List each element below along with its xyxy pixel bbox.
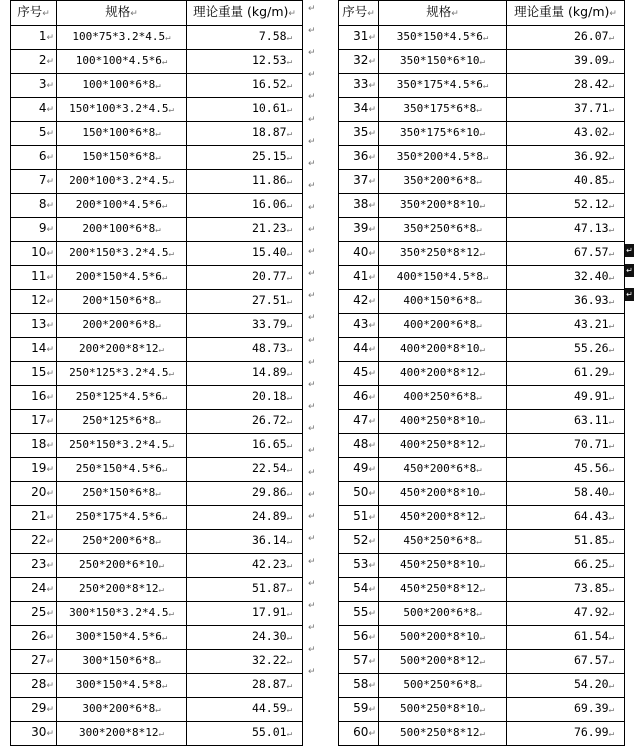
- row-weight: 16.65↵: [187, 434, 303, 458]
- row-spec: 300*200*8*12↵: [57, 722, 187, 746]
- row-index: 55↵: [339, 602, 379, 626]
- table-row: [11, 314, 303, 338]
- left-weight-table: [10, 0, 303, 746]
- row-weight: 43.21↵: [507, 314, 625, 338]
- table-row: [11, 650, 303, 674]
- row-weight: 70.71↵: [507, 434, 625, 458]
- row-weight: 42.23↵: [187, 554, 303, 578]
- row-spec: 300*150*4.5*6↵: [57, 626, 187, 650]
- row-weight: 73.85↵: [507, 578, 625, 602]
- row-index: 7↵: [11, 170, 57, 194]
- row-weight: 28.42↵: [507, 74, 625, 98]
- row-spec: 500*250*8*12↵: [379, 722, 507, 746]
- row-spec: 400*250*8*10↵: [379, 410, 507, 434]
- gap-paragraph-mark: ↵: [308, 379, 316, 390]
- table-row: [339, 74, 625, 98]
- row-index: 6↵: [11, 146, 57, 170]
- table-row: [11, 698, 303, 722]
- table-row: [11, 482, 303, 506]
- row-weight: 52.12↵: [507, 194, 625, 218]
- table-row: [339, 338, 625, 362]
- row-spec: 400*150*6*8↵: [379, 290, 507, 314]
- table-row: [339, 218, 625, 242]
- gap-paragraph-mark: ↵: [308, 269, 316, 280]
- row-weight: 66.25↵: [507, 554, 625, 578]
- side-marker-1: ↵: [626, 246, 633, 255]
- row-spec: 200*150*3.2*4.5↵: [57, 242, 187, 266]
- row-spec: 350*200*4.5*8↵: [379, 146, 507, 170]
- table-row: [339, 458, 625, 482]
- row-weight: 45.56↵: [507, 458, 625, 482]
- row-spec: 400*200*8*12↵: [379, 362, 507, 386]
- row-index: 15↵: [11, 362, 57, 386]
- table-row: [339, 386, 625, 410]
- row-spec: 150*100*6*8↵: [57, 122, 187, 146]
- row-weight: 47.92↵: [507, 602, 625, 626]
- table-row: [339, 146, 625, 170]
- row-index: 19↵: [11, 458, 57, 482]
- row-index: 41↵: [339, 266, 379, 290]
- row-weight: 26.07↵: [507, 26, 625, 50]
- gap-paragraph-mark: ↵: [308, 578, 316, 589]
- row-weight: 17.91↵: [187, 602, 303, 626]
- table-row: [11, 410, 303, 434]
- gap-paragraph-mark: ↵: [308, 92, 316, 103]
- table-row: [11, 674, 303, 698]
- table-row: [11, 98, 303, 122]
- row-weight: 67.57↵: [507, 242, 625, 266]
- gap-paragraph-mark: ↵: [308, 556, 316, 567]
- table-row: [339, 434, 625, 458]
- row-spec: 250*200*8*12↵: [57, 578, 187, 602]
- table-row: [11, 146, 303, 170]
- row-index: 53↵: [339, 554, 379, 578]
- gap-paragraph-mark: ↵: [308, 357, 316, 368]
- gap-paragraph-mark: ↵: [308, 48, 316, 59]
- row-spec: 450*250*8*12↵: [379, 578, 507, 602]
- row-weight: 11.86↵: [187, 170, 303, 194]
- gap-paragraph-mark: ↵: [308, 644, 316, 655]
- row-index: 12↵: [11, 290, 57, 314]
- gap-paragraph-mark: ↵: [308, 70, 316, 81]
- row-weight: 20.18↵: [187, 386, 303, 410]
- gap-paragraph-mark: ↵: [308, 225, 316, 235]
- row-index: 39↵: [339, 218, 379, 242]
- row-index: 52↵: [339, 530, 379, 554]
- row-spec: 100*75*3.2*4.5↵: [57, 26, 187, 50]
- row-spec: 100*100*6*8↵: [57, 74, 187, 98]
- row-index: 57↵: [339, 650, 379, 674]
- table-row: [11, 458, 303, 482]
- row-weight: 36.14↵: [187, 530, 303, 554]
- table-row: [339, 578, 625, 602]
- gap-paragraph-mark: ↵: [308, 247, 316, 258]
- row-index: 1↵: [11, 26, 57, 50]
- row-weight: 49.91↵: [507, 386, 625, 410]
- table-row: [11, 362, 303, 386]
- table-row: [11, 434, 303, 458]
- row-index: 13↵: [11, 314, 57, 338]
- row-weight: 10.61↵: [187, 98, 303, 122]
- table-row: [11, 290, 303, 314]
- right-weight-table: [338, 0, 625, 746]
- row-weight: 26.72↵: [187, 410, 303, 434]
- row-spec: 250*125*6*8↵: [57, 410, 187, 434]
- row-spec: 200*150*6*8↵: [57, 290, 187, 314]
- row-spec: 150*150*6*8↵: [57, 146, 187, 170]
- row-spec: 450*250*6*8↵: [379, 530, 507, 554]
- gap-paragraph-mark: ↵: [308, 4, 316, 14]
- row-spec: 250*200*6*8↵: [57, 530, 187, 554]
- table-row: [11, 218, 303, 242]
- row-weight: 15.40↵: [187, 242, 303, 266]
- table-row: [11, 386, 303, 410]
- row-index: 54↵: [339, 578, 379, 602]
- gap-paragraph-mark: ↵: [308, 423, 316, 434]
- table-row: [339, 722, 625, 746]
- row-weight: 14.89↵: [187, 362, 303, 386]
- row-index: 45↵: [339, 362, 379, 386]
- row-spec: 400*200*6*8↵: [379, 314, 507, 338]
- row-index: 14↵: [11, 338, 57, 362]
- gap-paragraph-mark: ↵: [308, 136, 316, 147]
- row-index: 40↵: [339, 242, 379, 266]
- row-weight: 12.53↵: [187, 50, 303, 74]
- row-weight: 32.40↵: [507, 266, 625, 290]
- gap-paragraph-mark: ↵: [308, 622, 316, 633]
- row-index: 18↵: [11, 434, 57, 458]
- row-index: 46↵: [339, 386, 379, 410]
- table-row: [339, 194, 625, 218]
- row-weight: 69.39↵: [507, 698, 625, 722]
- row-spec: 450*250*8*10↵: [379, 554, 507, 578]
- gap-paragraph-mark: ↵: [308, 158, 316, 169]
- row-weight: 36.93↵: [507, 290, 625, 314]
- row-spec: 500*250*8*10↵: [379, 698, 507, 722]
- row-weight: 67.57↵: [507, 650, 625, 674]
- table-row: [11, 602, 303, 626]
- header-row: [339, 1, 625, 26]
- table-row: [11, 266, 303, 290]
- table-row: [339, 650, 625, 674]
- row-weight: 21.23↵: [187, 218, 303, 242]
- row-index: 29↵: [11, 698, 57, 722]
- table-row: [339, 362, 625, 386]
- gap-paragraph-mark: ↵: [308, 534, 316, 545]
- table-row: [11, 722, 303, 746]
- row-index: 32↵: [339, 50, 379, 74]
- table-row: [11, 122, 303, 146]
- table-row: [11, 26, 303, 50]
- gap-paragraph-mark: ↵: [308, 490, 316, 501]
- row-spec: 250*150*6*8↵: [57, 482, 187, 506]
- row-weight: 76.99↵: [507, 722, 625, 746]
- table-row: [339, 98, 625, 122]
- row-weight: 55.01↵: [187, 722, 303, 746]
- row-index: 43↵: [339, 314, 379, 338]
- row-spec: 250*200*6*10↵: [57, 554, 187, 578]
- row-spec: 300*150*6*8↵: [57, 650, 187, 674]
- row-weight: 61.54↵: [507, 626, 625, 650]
- row-weight: 7.58↵: [187, 26, 303, 50]
- row-index: 47↵: [339, 410, 379, 434]
- row-spec: 350*175*6*10↵: [379, 122, 507, 146]
- table-row: [339, 674, 625, 698]
- row-weight: 28.87↵: [187, 674, 303, 698]
- gap-paragraph-mark: ↵: [308, 291, 316, 302]
- row-weight: 32.22↵: [187, 650, 303, 674]
- gap-paragraph-mark: ↵: [308, 114, 316, 125]
- row-spec: 350*175*4.5*6↵: [379, 74, 507, 98]
- table-row: [339, 290, 625, 314]
- row-index: 37↵: [339, 170, 379, 194]
- header-spec: 规格↵: [379, 1, 507, 26]
- row-spec: 200*200*8*12↵: [57, 338, 187, 362]
- gap-paragraph-mark: ↵: [308, 468, 316, 479]
- table-row: [339, 554, 625, 578]
- table-row: [11, 194, 303, 218]
- row-index: 3↵: [11, 74, 57, 98]
- gap-paragraph-mark: ↵: [308, 335, 316, 346]
- header-index: 序号↵: [11, 1, 57, 26]
- row-index: 49↵: [339, 458, 379, 482]
- row-index: 27↵: [11, 650, 57, 674]
- row-index: 4↵: [11, 98, 57, 122]
- row-index: 25↵: [11, 602, 57, 626]
- table-row: [339, 266, 625, 290]
- row-index: 21↵: [11, 506, 57, 530]
- row-index: 8↵: [11, 194, 57, 218]
- table-row: [339, 602, 625, 626]
- row-spec: 200*100*4.5*6↵: [57, 194, 187, 218]
- row-index: 9↵: [11, 218, 57, 242]
- header-weight: 理论重量 (kg/m)↵: [187, 1, 303, 26]
- row-index: 16↵: [11, 386, 57, 410]
- gap-paragraph-mark: ↵: [308, 26, 316, 37]
- table-row: [11, 626, 303, 650]
- table-row: [11, 242, 303, 266]
- row-weight: 27.51↵: [187, 290, 303, 314]
- row-index: 17↵: [11, 410, 57, 434]
- row-index: 22↵: [11, 530, 57, 554]
- row-index: 34↵: [339, 98, 379, 122]
- row-weight: 55.26↵: [507, 338, 625, 362]
- table-row: [339, 698, 625, 722]
- row-spec: 500*200*8*12↵: [379, 650, 507, 674]
- row-weight: 29.86↵: [187, 482, 303, 506]
- table-row: [339, 26, 625, 50]
- table-row: [11, 338, 303, 362]
- row-spec: 350*150*6*10↵: [379, 50, 507, 74]
- row-spec: 400*250*6*8↵: [379, 386, 507, 410]
- gap-paragraph-mark: ↵: [308, 401, 316, 412]
- table-row: [11, 170, 303, 194]
- table-row: [11, 530, 303, 554]
- row-spec: 350*250*8*12↵: [379, 242, 507, 266]
- table-row: [339, 50, 625, 74]
- row-weight: 33.79↵: [187, 314, 303, 338]
- gap-paragraph-mark: ↵: [308, 313, 316, 324]
- table-row: [339, 170, 625, 194]
- row-weight: 58.40↵: [507, 482, 625, 506]
- table-row: [339, 506, 625, 530]
- table-row: [339, 122, 625, 146]
- table-row: [11, 506, 303, 530]
- gap-paragraph-mark: ↵: [308, 446, 316, 456]
- table-row: [339, 314, 625, 338]
- row-index: 33↵: [339, 74, 379, 98]
- row-spec: 350*250*6*8↵: [379, 218, 507, 242]
- column-gap: [304, 0, 332, 687]
- table-row: [11, 50, 303, 74]
- row-index: 58↵: [339, 674, 379, 698]
- row-weight: 22.54↵: [187, 458, 303, 482]
- row-spec: 450*200*8*12↵: [379, 506, 507, 530]
- row-spec: 250*125*4.5*6↵: [57, 386, 187, 410]
- row-spec: 300*150*4.5*8↵: [57, 674, 187, 698]
- side-marker-2: ↵: [626, 266, 633, 275]
- row-index: 60↵: [339, 722, 379, 746]
- row-weight: 18.87↵: [187, 122, 303, 146]
- row-spec: 350*200*8*10↵: [379, 194, 507, 218]
- row-spec: 250*150*4.5*6↵: [57, 458, 187, 482]
- row-weight: 20.77↵: [187, 266, 303, 290]
- row-weight: 43.02↵: [507, 122, 625, 146]
- table-row: [11, 74, 303, 98]
- row-spec: 450*200*6*8↵: [379, 458, 507, 482]
- row-weight: 37.71↵: [507, 98, 625, 122]
- gap-paragraph-mark: ↵: [308, 512, 316, 523]
- row-weight: 16.06↵: [187, 194, 303, 218]
- row-index: 28↵: [11, 674, 57, 698]
- row-spec: 200*150*4.5*6↵: [57, 266, 187, 290]
- row-spec: 200*100*3.2*4.5↵: [57, 170, 187, 194]
- row-spec: 200*100*6*8↵: [57, 218, 187, 242]
- row-index: 59↵: [339, 698, 379, 722]
- row-index: 26↵: [11, 626, 57, 650]
- row-spec: 300*150*3.2*4.5↵: [57, 602, 187, 626]
- row-weight: 24.89↵: [187, 506, 303, 530]
- row-index: 56↵: [339, 626, 379, 650]
- row-index: 23↵: [11, 554, 57, 578]
- table-row: [11, 578, 303, 602]
- row-index: 5↵: [11, 122, 57, 146]
- table-row: [11, 554, 303, 578]
- header-index: 序号↵: [339, 1, 379, 26]
- row-weight: 25.15↵: [187, 146, 303, 170]
- row-weight: 40.85↵: [507, 170, 625, 194]
- row-spec: 500*200*8*10↵: [379, 626, 507, 650]
- header-row: [11, 1, 303, 26]
- row-index: 11↵: [11, 266, 57, 290]
- row-spec: 500*200*6*8↵: [379, 602, 507, 626]
- gap-paragraph-mark: ↵: [308, 600, 316, 611]
- row-weight: 63.11↵: [507, 410, 625, 434]
- row-index: 35↵: [339, 122, 379, 146]
- row-spec: 350*175*6*8↵: [379, 98, 507, 122]
- gap-paragraph-mark: ↵: [308, 667, 316, 677]
- row-weight: 16.52↵: [187, 74, 303, 98]
- table-row: [339, 410, 625, 434]
- row-spec: 500*250*6*8↵: [379, 674, 507, 698]
- row-index: 31↵: [339, 26, 379, 50]
- row-index: 48↵: [339, 434, 379, 458]
- row-spec: 350*200*6*8↵: [379, 170, 507, 194]
- row-weight: 44.59↵: [187, 698, 303, 722]
- row-index: 51↵: [339, 506, 379, 530]
- header-spec: 规格↵: [57, 1, 187, 26]
- table-row: [339, 242, 625, 266]
- row-spec: 200*200*6*8↵: [57, 314, 187, 338]
- table-row: [339, 530, 625, 554]
- row-weight: 39.09↵: [507, 50, 625, 74]
- row-spec: 300*200*6*8↵: [57, 698, 187, 722]
- gap-paragraph-mark: ↵: [308, 180, 316, 191]
- row-weight: 54.20↵: [507, 674, 625, 698]
- row-weight: 24.30↵: [187, 626, 303, 650]
- row-index: 20↵: [11, 482, 57, 506]
- row-weight: 51.87↵: [187, 578, 303, 602]
- row-spec: 400*150*4.5*8↵: [379, 266, 507, 290]
- row-index: 50↵: [339, 482, 379, 506]
- row-spec: 450*200*8*10↵: [379, 482, 507, 506]
- row-spec: 400*200*8*10↵: [379, 338, 507, 362]
- row-spec: 250*175*4.5*6↵: [57, 506, 187, 530]
- row-index: 2↵: [11, 50, 57, 74]
- row-spec: 150*100*3.2*4.5↵: [57, 98, 187, 122]
- row-weight: 64.43↵: [507, 506, 625, 530]
- row-weight: 47.13↵: [507, 218, 625, 242]
- row-index: 42↵: [339, 290, 379, 314]
- table-row: [339, 482, 625, 506]
- row-spec: 250*150*3.2*4.5↵: [57, 434, 187, 458]
- row-index: 44↵: [339, 338, 379, 362]
- table-row: [339, 626, 625, 650]
- row-index: 38↵: [339, 194, 379, 218]
- row-spec: 250*125*3.2*4.5↵: [57, 362, 187, 386]
- row-spec: 400*250*8*12↵: [379, 434, 507, 458]
- row-weight: 61.29↵: [507, 362, 625, 386]
- row-weight: 48.73↵: [187, 338, 303, 362]
- row-index: 30↵: [11, 722, 57, 746]
- row-index: 24↵: [11, 578, 57, 602]
- row-index: 36↵: [339, 146, 379, 170]
- row-index: 10↵: [11, 242, 57, 266]
- row-weight: 36.92↵: [507, 146, 625, 170]
- gap-paragraph-mark: ↵: [308, 202, 316, 213]
- side-marker-3: ↵: [626, 290, 633, 299]
- row-spec: 100*100*4.5*6↵: [57, 50, 187, 74]
- row-spec: 350*150*4.5*6↵: [379, 26, 507, 50]
- row-weight: 51.85↵: [507, 530, 625, 554]
- header-weight: 理论重量 (kg/m)↵: [507, 1, 625, 26]
